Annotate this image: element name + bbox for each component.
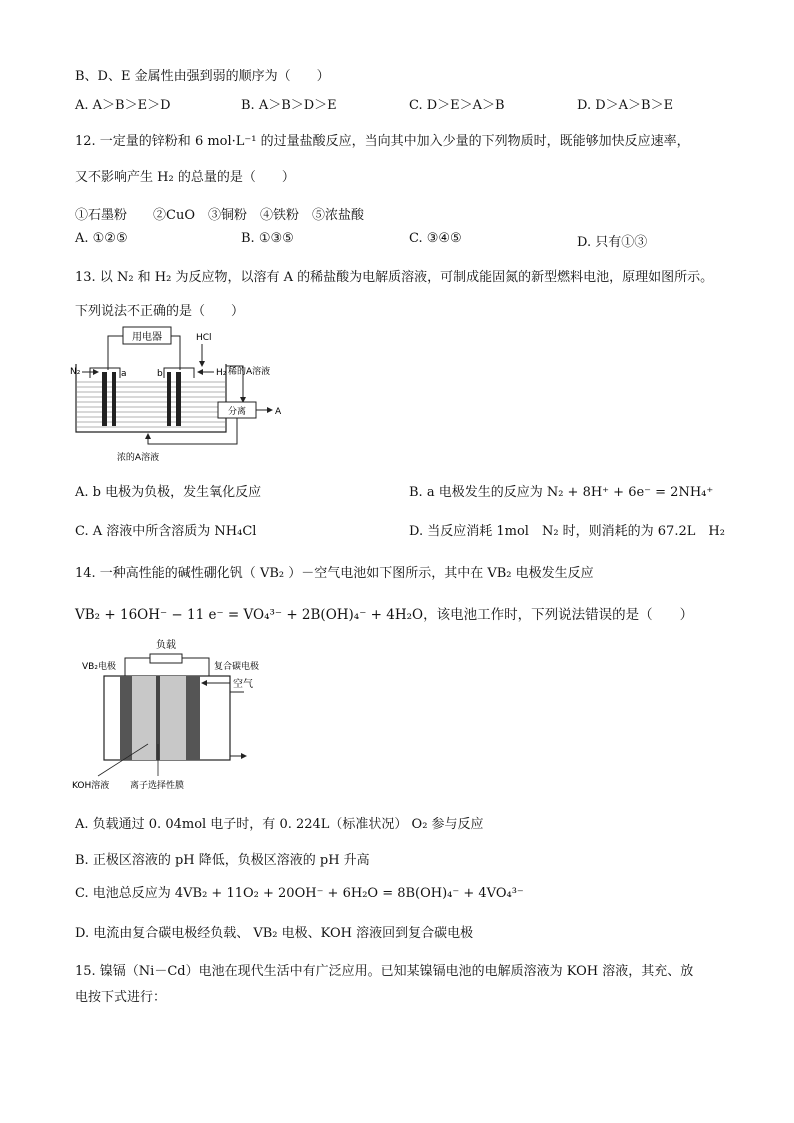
vb2-air-battery-diagram [68,636,268,796]
load-label: 负载 [156,640,176,651]
q12-items: ①石墨粉 ②CuO ③铜粉 ④铁粉 ⑤浓盐酸 [75,208,364,223]
q13-option-a: A. b 电极为负极，发生氧化反应 [75,485,262,500]
output-a-label: A [275,407,282,417]
device-label: 用电器 [132,332,162,343]
q14-option-a: A. 负载通过 0. 04mol 电子时，有 0. 224L（标准状况） O₂ 参与反应 [75,817,484,832]
electrode-a-label: a [121,369,127,379]
q11-option-d: D. D＞A＞B＞E [577,98,674,113]
q12-stem-line1: 12. 一定量的锌粉和 6 mol·L⁻¹ 的过量盐酸反应，当向其中加入少量的下列物质时，既能够加快反应速率， [75,134,690,149]
n2-label: N₂ [70,367,81,377]
koh-label: KOH溶液 [72,781,110,791]
electrode-b-label: b [157,369,163,379]
q11-option-a: A. A＞B＞E＞D [75,98,171,113]
q13-option-d: D. 当反应消耗 1mol N₂ 时，则消耗的为 67.2L H₂ [409,524,725,539]
q14-option-d: D. 电流由复合碳电极经负载、 VB₂ 电极、KOH 溶液回到复合碳电极 [75,926,474,941]
q14-option-b: B. 正极区溶液的 pH 降低，负极区溶液的 pH 升高 [75,853,370,868]
q13-option-b: B. a 电极发生的反应为 N₂ + 8H⁺ + 6e⁻ = 2NH₄⁺ [409,485,714,500]
q15-stem-line1: 15. 镍镉（Ni－Cd）电池在现代生活中有广泛应用。已知某镍镉电池的电解质溶液为 KOH 溶液，其充、放 [75,964,694,979]
q12-options [0,231,794,251]
q13-stem-line2: 下列说法不正确的是（ ） [75,304,245,319]
q12-option-c: C. ③④⑤ [409,231,462,246]
vb2-electrode-label: VB₂电极 [82,662,116,672]
h2-label: H₂ [216,368,227,378]
carbon-electrode-label: 复合碳电极 [214,662,260,672]
air-label: 空气 [233,679,253,690]
load-resistor [150,654,182,663]
q12-option-a: A. ①②⑤ [75,231,128,246]
q12-option-b: B. ①③⑤ [241,231,294,246]
q13-stem-line1: 13. 以 N₂ 和 H₂ 为反应物，以溶有 A 的稀盐酸为电解质溶液，可制成能固氮的新型燃料电池，原理如图所示。 [75,270,714,285]
electrode-a [102,372,107,426]
electrode-b [176,372,181,426]
vb2-electrode-plate [120,676,132,760]
q12-stem-line2: 又不影响产生 H₂ 的总量的是（ ） [75,170,295,185]
q11-options [0,94,794,114]
carbon-electrode-plate [186,676,200,760]
q15-stem-line2: 电按下式进行： [75,990,167,1005]
separator-label: 分离 [227,407,247,417]
q13-option-c: C. A 溶液中所含溶质为 NH₄Cl [75,524,257,539]
concentrated-solution-label: 浓的A溶液 [116,453,160,463]
q11-option-b: B. A＞B＞D＞E [241,98,337,113]
q11-text: B、D、E 金属性由强到弱的顺序为（ ） [75,69,330,84]
hcl-label: HCl [196,333,212,343]
q14-stem-line2: VB₂ + 16OH⁻ − 11 e⁻ = VO₄³⁻ + 2B(OH)₄⁻ + 4H₂O，该电池工作时，下列说法错误的是（ ） [75,607,694,623]
dilute-solution-label: 稀的A溶液 [228,367,271,377]
q11-option-c: C. D＞E＞A＞B [409,98,505,113]
q14-option-c: C. 电池总反应为 4VB₂ + 11O₂ + 20OH⁻ + 6H₂O = 8B(OH)₄⁻ + 4VO₄³⁻ [75,886,524,901]
fuel-cell-diagram [68,322,298,467]
q12-option-d: D. 只有①③ [577,235,648,250]
q14-stem-line1: 14. 一种高性能的碱性硼化钒（ VB₂ ）－空气电池如下图所示，其中在 VB₂ 电极发生反应 [75,566,594,581]
membrane-label: 离子选择性膜 [130,781,185,791]
